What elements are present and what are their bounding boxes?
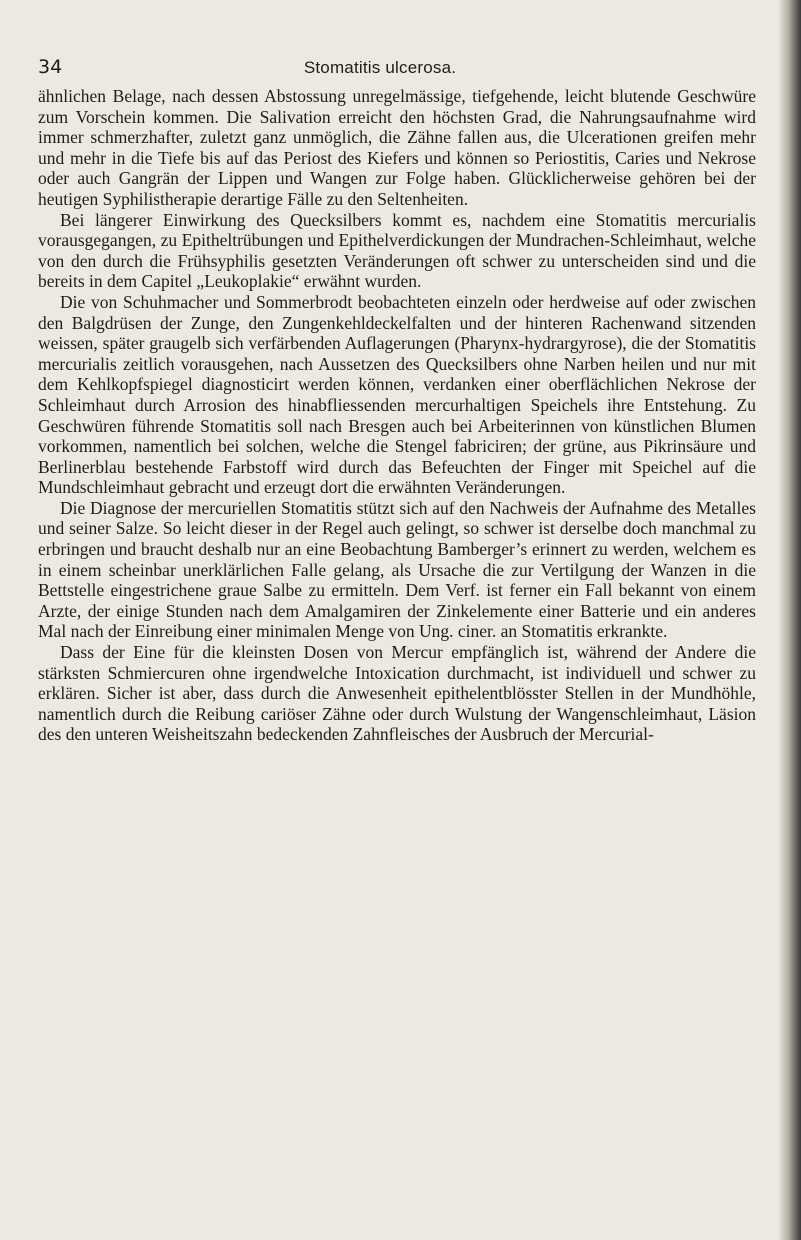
- page-header: [0, 56, 801, 82]
- page-number: 34: [38, 56, 63, 78]
- paragraph-2: Bei längerer Einwirkung des Quecksilbers kommt es, nachdem eine Stomatitis mercurialis vorausgegangen, zu Epitheltrübungen und Epithelverdickungen der Mundrachen-Schleimhaut, welche von den durch die Frühsyphilis gesetzten Veränderungen oft schwer zu unterscheiden sind und die bereits in dem Capitel „Leukoplakie“ erwähnt wurden.: [38, 209, 756, 292]
- paragraph-5: Dass der Eine für die kleinsten Dosen von Mercur empfänglich ist, während der Andere die stärksten Schmiercuren ohne irgendwelche Intoxication durchmacht, ist individuell und schwer zu erklären. Sicher ist aber, dass durch die Anwesenheit epithelentblösster Stellen in der Mundhöhle, namentlich durch die Reibung cariöser Zähne oder durch Wulstung der Wangenschleimhaut, Läsion des den unteren Weisheitszahn bedeckenden Zahnfleisches der Ausbruch der Mercurial-: [38, 642, 756, 745]
- book-binding-edge: [779, 0, 801, 1240]
- body-text: [38, 86, 756, 745]
- paragraph-3: Die von Schuhmacher und Sommerbrodt beobachteten einzeln oder herdweise auf oder zwischen den Balgdrüsen der Zunge, den Zungenkehldeckelfalten und der hinteren Rachenwand sitzenden weissen, später graugelb sich verfärbenden Auflagerungen (Pharynx-hydrargyrose), die der Stomatitis mercurialis zeitlich vorausgehen, nach Aussetzen des Quecksilbers ohne Narben heilen und nur mit dem Kehlkopfspiegel diagnosticirt werden können, verdanken einer oberflächlichen Nekrose der Schleimhaut durch Arrosion des hinabfliessenden mercurhaltigen Speichels ihre Entstehung. Zu Geschwüren führende Stomatitis soll nach Bresgen auch bei Arbeiterinnen von künstlichen Blumen vorkommen, namentlich bei solchen, welche die Stengel fabriciren; der grüne, aus Pikrinsäure und Berlinerblau bestehende Farbstoff wird durch das Befeuchten der Finger mit Speichel auf die Mundschleimhaut gebracht und erzeugt dort die erwähnten Veränderungen.: [38, 291, 756, 498]
- paragraph-1: ähnlichen Belage, nach dessen Abstossung unregelmässige, tiefgehende, leicht blutende Geschwüre zum Vorschein kommen. Die Salivation erreicht den höchsten Grad, die Nahrungsaufnahme wird immer schmerzhafter, zuletzt ganz unmöglich, die Zähne fallen aus, die Ulcerationen greifen mehr und mehr in die Tiefe bis auf das Periost des Kiefers und können so Periostitis, Caries und Nekrose oder auch Gangrän der Lippen und Wangen zur Folge haben. Glücklicherweise gehören bei der heutigen Syphilistherapie derartige Fälle zu den Seltenheiten.: [38, 86, 756, 209]
- running-title: Stomatitis ulcerosa.: [303, 58, 457, 77]
- paragraph-4: Die Diagnose der mercuriellen Stomatitis stützt sich auf den Nachweis der Aufnahme des Metalles und seiner Salze. So leicht dieser in der Regel auch gelingt, so schwer ist derselbe doch manchmal zu erbringen und braucht deshalb nur an eine Beobachtung Bamberger’s erinnert zu werden, welchem es in einem scheinbar unerklärlichen Falle gelang, als Ursache die zur Vertilgung der Wanzen in die Bettstelle eingestrichene graue Salbe zu ermitteln. Dem Verf. ist ferner ein Fall bekannt von einem Arzte, der einige Stunden nach dem Amalgamiren der Zinkelemente einer Batterie und ein anderes Mal nach der Einreibung einer minimalen Menge von Ung. ciner. an Stomatitis erkrankte.: [38, 497, 756, 642]
